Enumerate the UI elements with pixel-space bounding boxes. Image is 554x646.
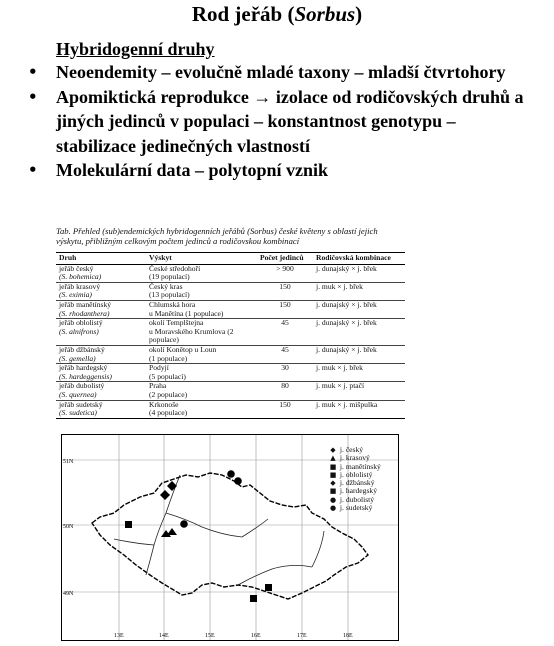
occurrence-place: Chlumská hora: [149, 299, 196, 309]
scanned-page: [56, 222, 406, 642]
header-kombinace: Rodičovská kombinace: [313, 253, 405, 265]
occurrence-place: Praha: [149, 381, 167, 391]
cell-pocet: 45: [257, 319, 313, 346]
bullet-dot: •: [28, 161, 38, 179]
cell-pocet: > 900: [257, 264, 313, 282]
species-table: [56, 252, 405, 419]
lon-label: 15E: [205, 633, 215, 639]
cell-druh: [56, 400, 146, 418]
cell-kombinace: j. dunajský × j. břek: [313, 319, 405, 346]
lon-label: 14E: [159, 633, 169, 639]
cell-vyskyt: [146, 400, 257, 418]
bullet-dot: •: [28, 63, 38, 81]
legend-symbol: ■: [329, 462, 337, 471]
cell-kombinace: j. muk × j. ptačí: [313, 382, 405, 400]
occurrence-detail: (5 populací): [149, 371, 186, 381]
cell-druh: [56, 264, 146, 282]
map-rivers: [114, 475, 324, 585]
table-row: [56, 264, 405, 282]
marker-cesky: [160, 490, 170, 500]
legend-symbol: ◆: [330, 446, 336, 454]
lat-label: 51N: [63, 459, 74, 465]
legend-symbol: ◆: [330, 479, 336, 488]
header-druh: Druh: [56, 253, 146, 265]
cell-kombinace: j. muk × j. břek: [313, 282, 405, 300]
cell-kombinace: j. dunajský × j. břek: [313, 345, 405, 363]
bullet-item: [28, 158, 538, 183]
species-name: jeřáb sudetský: [59, 399, 103, 409]
cell-vyskyt: [146, 300, 257, 318]
table-row: [56, 300, 405, 318]
legend-symbol: ■: [329, 470, 337, 479]
bullet-text: Apomiktická reprodukce → izolace od rodičovských druhů a jiných jedinců v populaci – konstantnost genotypu – stabilizace jedinečných vlastností: [56, 86, 524, 156]
cell-druh: [56, 282, 146, 300]
cell-druh: [56, 364, 146, 382]
occurrence-detail: (13 populací): [149, 290, 190, 300]
cell-vyskyt: [146, 264, 257, 282]
marker-hardegsky: [250, 595, 257, 602]
cell-druh: [56, 345, 146, 363]
species-latin: (S. sudetica): [59, 408, 97, 418]
cell-pocet: 45: [257, 345, 313, 363]
species-name: jeřáb manětínský: [59, 299, 112, 309]
species-latin: (S. rhodanthera): [59, 308, 110, 318]
occurrence-detail: (2 populace): [149, 389, 188, 399]
legend-label: j. džbánský: [339, 478, 375, 488]
cell-kombinace: j. dunajský × j. břek: [313, 264, 405, 282]
cell-kombinace: j. dunajský × j. břek: [313, 300, 405, 318]
lon-label: 18E: [343, 633, 353, 639]
occurrence-markers: [125, 470, 272, 602]
marker-dubolisty: [180, 520, 188, 528]
legend-item: [328, 504, 381, 512]
table-body: [56, 264, 405, 418]
bullet-list: [28, 60, 538, 183]
species-latin: (S. gemella): [59, 353, 96, 363]
cell-vyskyt: [146, 319, 257, 346]
cell-pocet: 80: [257, 382, 313, 400]
lat-label: 50N: [63, 524, 74, 530]
occurrence-detail: (1 populace): [149, 353, 188, 363]
header-vyskyt: Výskyt: [146, 253, 257, 265]
cell-vyskyt: [146, 282, 257, 300]
species-latin: (S. alnifrons): [59, 326, 99, 336]
cell-vyskyt: [146, 382, 257, 400]
section-subtitle: Hybridogenní druhy: [56, 39, 215, 59]
table-row: [56, 400, 405, 418]
cell-pocet: 30: [257, 364, 313, 382]
species-name: jeřáb dubolistý: [59, 381, 105, 391]
marker-dzbansky: [167, 481, 177, 491]
lon-label: 17E: [297, 633, 307, 639]
marker-sudetsky: [234, 477, 242, 485]
table-header-row: [56, 253, 405, 265]
occurrence-detail: u Moravského Krumlova (2 populace): [149, 326, 234, 345]
cell-druh: [56, 319, 146, 346]
table-row: [56, 282, 405, 300]
table-row: [56, 382, 405, 400]
occurrence-place: České středohoří: [149, 263, 201, 273]
cell-druh: [56, 382, 146, 400]
marker-sudetsky: [227, 470, 235, 478]
species-latin: (S. hardeggensis): [59, 371, 112, 381]
species-name: jeřáb oblolistý: [59, 318, 103, 328]
occurrence-place: okolí Konětop u Loun: [149, 344, 217, 354]
legend-symbol: ●: [329, 495, 337, 504]
legend-label: j. manětínský: [339, 461, 381, 471]
marker-oblolisty: [265, 584, 272, 591]
bullet-text: Molekulární data – polytopní vznik: [56, 160, 329, 180]
occurrence-place: Český kras: [149, 281, 183, 291]
species-name: jeřáb hardegský: [59, 363, 108, 373]
map-legend: [328, 446, 381, 512]
occurrence-detail: (4 populace): [149, 408, 188, 418]
bullet-item: [28, 85, 538, 159]
bullet-item: [28, 60, 538, 85]
occurrence-place: Krkonoše: [149, 399, 179, 409]
title-text: Rod jeřáb (: [191, 2, 295, 26]
cell-pocet: 150: [257, 300, 313, 318]
legend-symbol: ●: [329, 504, 337, 513]
legend-label: j. český: [339, 445, 364, 454]
species-name: jeřáb český: [59, 263, 94, 273]
legend-label: j. dubolistý: [339, 494, 375, 504]
cell-kombinace: j. muk × j. mišpulka: [313, 400, 405, 418]
table-row: [56, 319, 405, 346]
occurrence-place: Podyjí: [149, 363, 169, 373]
species-name: jeřáb džbánský: [59, 344, 105, 354]
cell-vyskyt: [146, 364, 257, 382]
bullet-dot: •: [28, 87, 38, 106]
slide-title: [0, 2, 554, 27]
occurrence-detail: (19 populací): [149, 272, 190, 282]
legend-label: j. krasový: [339, 453, 370, 463]
country-border: [92, 470, 368, 599]
table-caption: Tab. Přehled (sub)endemických hybridogenních jeřábů (Sorbus) české květeny s oblastí jejich výskytu, přibližným celkovým počtem jedinců a rodičovskou kombinací: [56, 226, 378, 246]
table-row: [56, 364, 405, 382]
legend-symbol: ■: [329, 487, 337, 496]
legend-symbol: ▲: [330, 454, 336, 463]
species-latin: (S. bohemica): [59, 272, 102, 282]
species-latin: (S. quernea): [59, 389, 97, 399]
legend-label: j. oblolistý: [339, 469, 373, 479]
species-name: jeřáb krasový: [59, 281, 101, 291]
occurrence-place: okolí Templštejna: [149, 318, 204, 328]
cell-pocet: 150: [257, 282, 313, 300]
cell-druh: [56, 300, 146, 318]
title-end: ): [355, 2, 363, 26]
cell-vyskyt: [146, 345, 257, 363]
table-row: [56, 345, 405, 363]
cell-kombinace: j. muk × j. břek: [313, 364, 405, 382]
bullet-text: Neoendemity – evolučně mladé taxony – mladší čtvrtohory: [56, 62, 506, 82]
legend-label: j. hardegský: [339, 486, 378, 496]
lon-label: 16E: [251, 633, 261, 639]
marker-manetinsky: [125, 521, 132, 528]
cell-pocet: 150: [257, 400, 313, 418]
legend-label: j. sudetský: [339, 503, 373, 513]
lat-label: 49N: [63, 591, 74, 597]
title-latin: Sorbus: [294, 2, 356, 26]
lon-label: 13E: [114, 633, 124, 639]
occurrence-detail: u Manětína (1 populace): [149, 308, 224, 318]
header-pocet: Počet jedinců: [257, 253, 313, 265]
species-latin: (S. eximia): [59, 290, 92, 300]
